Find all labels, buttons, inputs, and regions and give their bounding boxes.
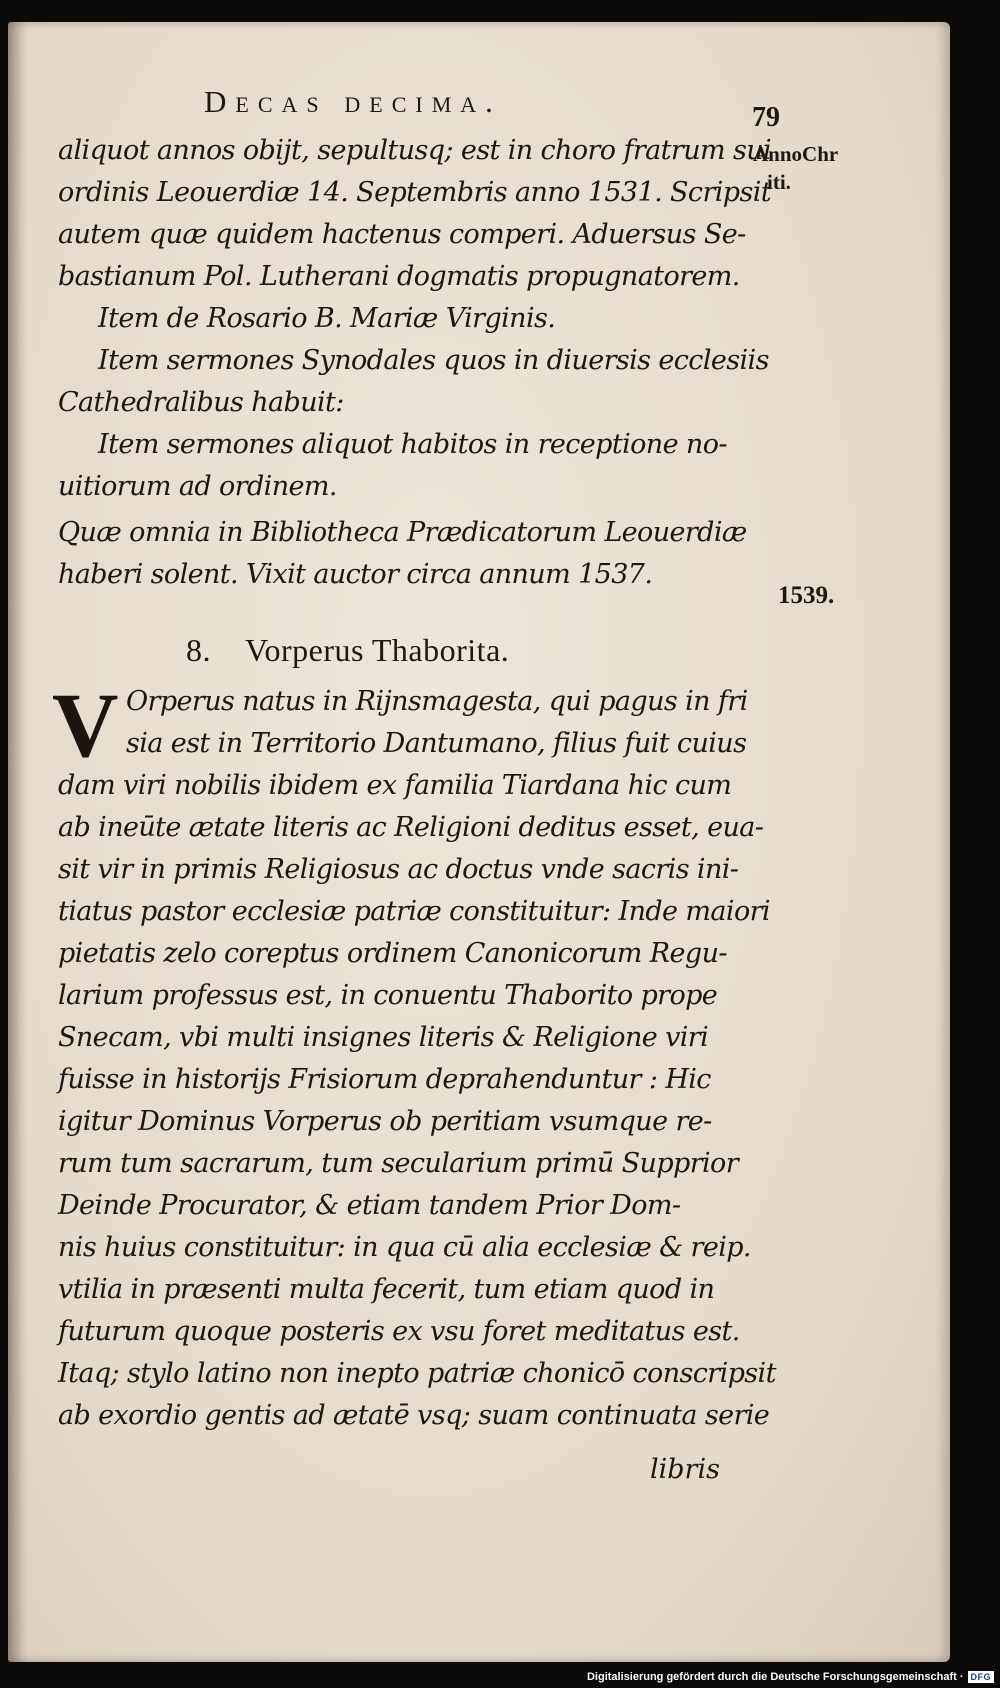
body-line-bottom-16: futurum quoque posteris ex vsu foret meditatus est. — [58, 1316, 740, 1347]
body-line-top-8: Item sermones aliquot habitos in receptione no- — [98, 429, 727, 460]
margin-note-year: 1539. — [778, 582, 835, 609]
section-number: 8. — [186, 632, 211, 668]
body-line-bottom-10: fuisse in historijs Frisiorum deprahenduntur : Hic — [58, 1064, 711, 1095]
drop-cap: V — [52, 674, 119, 776]
binding-shadow — [8, 22, 28, 1662]
catchword: libris — [650, 1454, 720, 1485]
body-line-bottom-8: larium professus est, in conuentu Thaborito prope — [58, 980, 718, 1011]
body-line-bottom-18: ab exordio gentis ad ætatē vsq; suam continuata serie — [58, 1400, 770, 1431]
body-line-top-6: Item sermones Synodales quos in diuersis ecclesiis — [98, 345, 769, 376]
body-line-bottom-9: Snecam, vbi multi insignes literis & Religione viri — [58, 1022, 709, 1053]
body-line-bottom-6: tiatus pastor ecclesiæ patriæ constituitur: Inde maiori — [58, 896, 770, 927]
page-number: 79 — [752, 102, 780, 133]
body-line-bottom-5: sit vir in primis Religiosus ac doctus vnde sacris ini- — [58, 854, 739, 885]
book-page — [8, 22, 950, 1662]
body-line-top-2: ordinis Leouerdiæ 14. Septembris anno 1531. Scripsit — [58, 177, 772, 208]
body-line-bottom-1: Orperus natus in Rijnsmagesta, qui pagus in fri — [126, 686, 748, 717]
body-line-bottom-14: nis huius constituitur: in qua cū alia ecclesiæ & reip. — [58, 1232, 751, 1263]
section-title: Vorperus Thaborita. — [245, 632, 510, 668]
body-line-top-10: Quæ omnia in Bibliotheca Prædicatorum Leouerdiæ — [58, 517, 747, 548]
body-line-top-1: aliquot annos obijt, sepultusq; est in choro fratrum sui — [58, 135, 772, 166]
body-line-bottom-7: pietatis zelo coreptus ordinem Canonicorum Regu- — [58, 938, 727, 969]
body-line-top-11: haberi solent. Vixit auctor circa annum 1537. — [58, 559, 653, 590]
body-line-top-5: Item de Rosario B. Mariæ Virginis. — [98, 303, 556, 334]
body-line-bottom-12: rum tum sacrarum, tum secularium primū Supprior — [58, 1148, 739, 1179]
margin-note-anno-line1: AnnoChr — [753, 142, 839, 166]
body-line-bottom-11: igitur Dominus Vorperus ob peritiam vsumque re- — [58, 1106, 712, 1137]
body-line-bottom-17: Itaq; stylo latino non inepto patriæ chonicō conscripsit — [58, 1358, 776, 1389]
body-line-bottom-2: sia est in Territorio Dantumano, filius fuit cuius — [126, 728, 747, 759]
footer-credit-text: Digitalisierung gefördert durch die Deutsche Forschungsgemeinschaft · — [586, 1671, 964, 1683]
body-line-top-7: Cathedralibus habuit: — [58, 387, 344, 418]
margin-note-anno-line2: iti. — [767, 170, 791, 194]
body-line-bottom-13: Deinde Procurator, & etiam tandem Prior Dom- — [58, 1190, 681, 1221]
body-line-bottom-4: ab ineūte ætate literis ac Religioni deditus esset, eua- — [58, 812, 764, 843]
footer-credit — [587, 1668, 994, 1686]
body-line-bottom-15: vtilia in præsenti multa fecerit, tum etiam quod in — [58, 1274, 715, 1305]
body-line-top-3: autem quæ quidem hactenus comperi. Aduersus Se- — [58, 219, 746, 250]
dfg-logo: DFG — [968, 1671, 995, 1683]
body-line-top-9: uitiorum ad ordinem. — [58, 471, 337, 502]
body-line-bottom-3: dam viri nobilis ibidem ex familia Tiardana hic cum — [58, 770, 732, 801]
running-head: Decas decima. — [204, 84, 502, 119]
section-heading — [186, 632, 509, 669]
body-line-top-4: bastianum Pol. Lutherani dogmatis propugnatorem. — [58, 261, 740, 292]
